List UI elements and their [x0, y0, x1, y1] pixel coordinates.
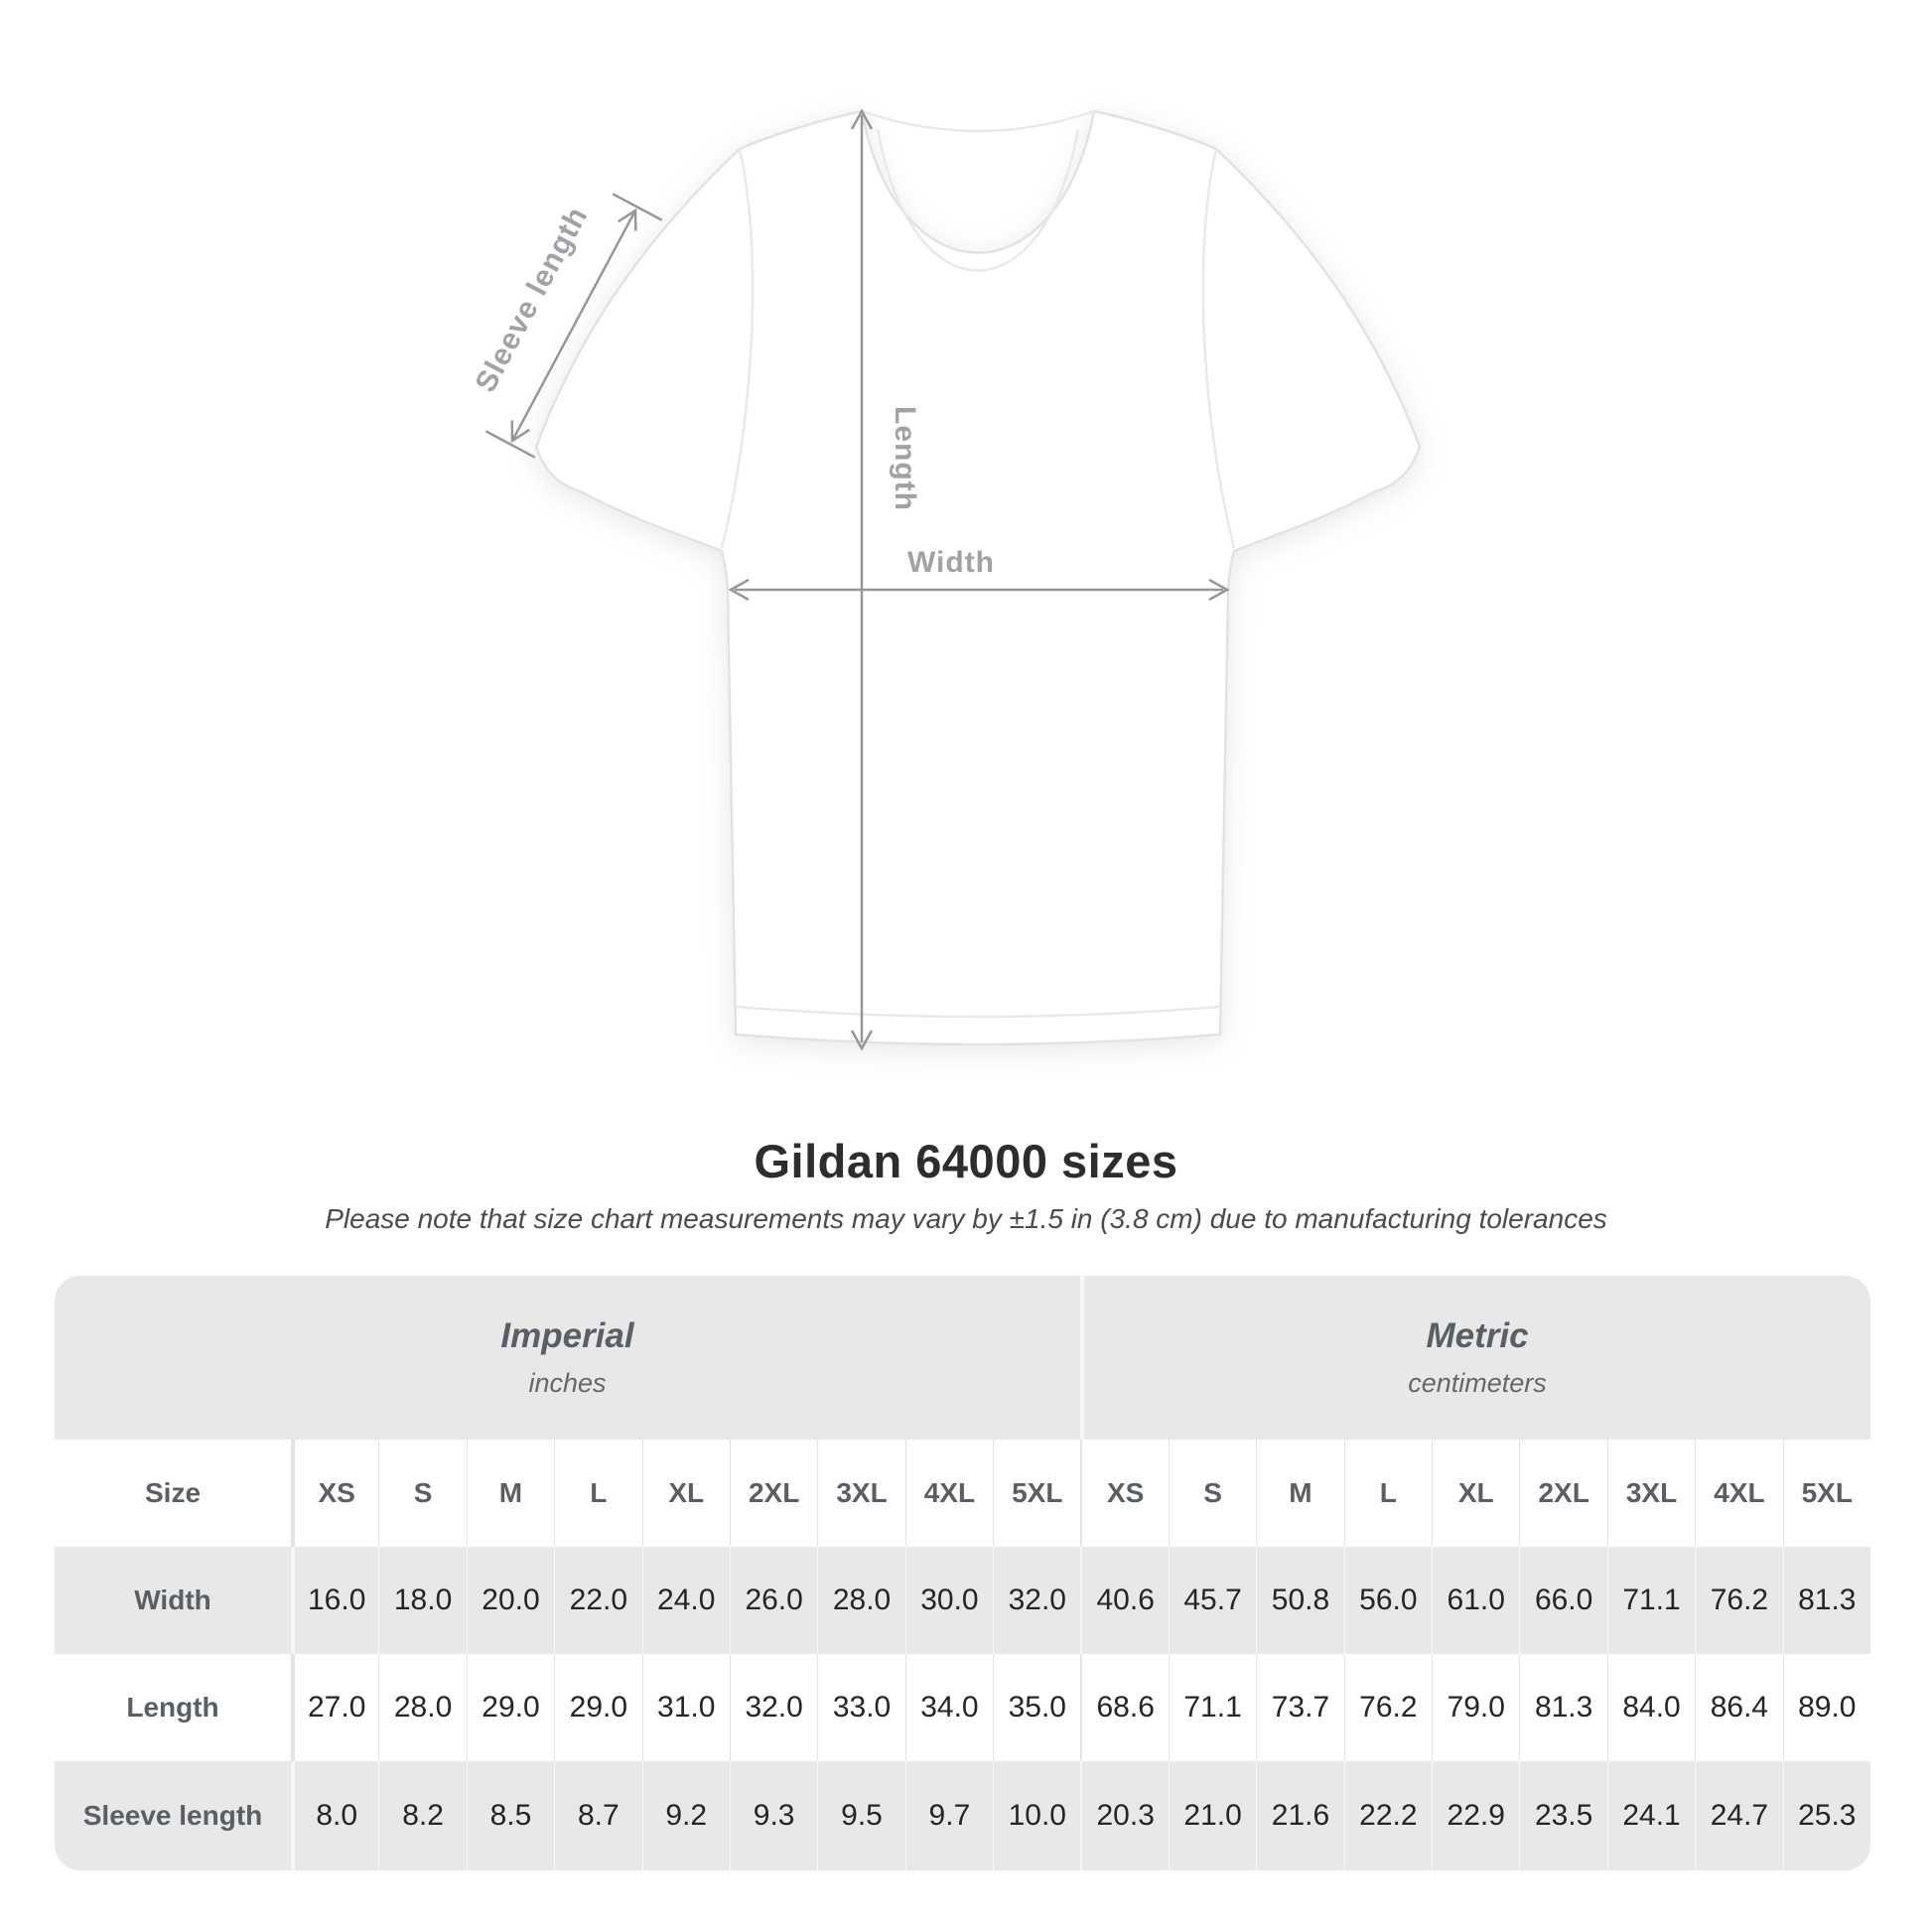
collar-back-edge [862, 111, 1094, 131]
table-cell: 56.0 [1344, 1547, 1432, 1654]
table-cell: 66.0 [1519, 1547, 1606, 1654]
table-cell: 24.0 [642, 1547, 730, 1654]
length-label: Length [889, 406, 921, 511]
row-label-width: Width [134, 1585, 211, 1615]
table-cell: 76.2 [1344, 1654, 1432, 1761]
imperial-unit: inches [528, 1368, 607, 1398]
table-cell: 89.0 [1783, 1654, 1870, 1761]
width-row [55, 1547, 1870, 1654]
size-header-row [55, 1440, 1870, 1547]
table-cell: 28.0 [378, 1654, 466, 1761]
table-cell: 22.2 [1344, 1761, 1432, 1870]
size-col-header-imperial-m: M [467, 1440, 554, 1547]
table-cell: 27.0 [291, 1654, 378, 1761]
table-cell: 28.0 [817, 1547, 904, 1654]
table-cell: 24.1 [1607, 1761, 1695, 1870]
table-cell: 8.5 [467, 1761, 554, 1870]
size-col-header-metric-xl: XL [1432, 1440, 1519, 1547]
size-col-header-imperial-5xl: 5XL [993, 1440, 1080, 1547]
table-cell: 22.9 [1432, 1761, 1519, 1870]
table-cell: 31.0 [642, 1654, 730, 1761]
table-cell: 68.6 [1080, 1654, 1168, 1761]
size-col-header-metric-l: L [1344, 1440, 1432, 1547]
width-label: Width [906, 546, 996, 579]
size-col-header-imperial-l: L [554, 1440, 641, 1547]
table-cell: 86.4 [1695, 1654, 1782, 1761]
table-cell: 71.1 [1169, 1654, 1256, 1761]
table-cell: 45.7 [1169, 1547, 1256, 1654]
size-col-header-metric-s: S [1169, 1440, 1256, 1547]
table-cell: 10.0 [993, 1761, 1080, 1870]
size-col-header-metric-5xl: 5XL [1783, 1440, 1870, 1547]
size-col-header-metric-m: M [1256, 1440, 1343, 1547]
table-cell: 81.3 [1783, 1547, 1870, 1654]
sleeve-length-label: Sleeve length [469, 201, 595, 398]
table-cell: 18.0 [378, 1547, 466, 1654]
table-cell: 9.3 [730, 1761, 817, 1870]
table-cell: 24.7 [1695, 1761, 1782, 1870]
table-cell: 40.6 [1080, 1547, 1168, 1654]
size-col-header-imperial-4xl: 4XL [905, 1440, 993, 1547]
table-cell: 71.1 [1607, 1547, 1695, 1654]
size-col-header-metric-3xl: 3XL [1607, 1440, 1695, 1547]
size-table [55, 1276, 1870, 1870]
metric-group-header [1080, 1276, 1870, 1440]
table-cell: 50.8 [1256, 1547, 1343, 1654]
sleeve-tick-bottom [485, 431, 534, 457]
table-cell: 9.7 [905, 1761, 993, 1870]
table-cell: 9.5 [817, 1761, 904, 1870]
table-cell: 22.0 [554, 1547, 641, 1654]
metric-label: Metric [1426, 1316, 1529, 1355]
size-col-header-imperial-xl: XL [642, 1440, 730, 1547]
page-title: Gildan 64000 sizes [754, 1135, 1178, 1187]
table-cell: 26.0 [730, 1547, 817, 1654]
table-cell: 79.0 [1432, 1654, 1519, 1761]
size-col-header-metric-4xl: 4XL [1695, 1440, 1782, 1547]
size-col-header-imperial-2xl: 2XL [730, 1440, 817, 1547]
sleeve-tick-top [613, 194, 661, 219]
unit-group-row [55, 1276, 1870, 1440]
metric-unit: centimeters [1408, 1368, 1547, 1398]
table-cell: 29.0 [467, 1654, 554, 1761]
length-row [55, 1654, 1870, 1761]
size-col-header-imperial-s: S [378, 1440, 466, 1547]
table-cell: 8.0 [291, 1761, 378, 1870]
table-cell: 20.3 [1080, 1761, 1168, 1870]
table-cell: 8.7 [554, 1761, 641, 1870]
table-cell: 35.0 [993, 1654, 1080, 1761]
sleeve-length-row [55, 1761, 1870, 1870]
table-cell: 32.0 [730, 1654, 817, 1761]
size-col-header-imperial-3xl: 3XL [817, 1440, 904, 1547]
size-col-header-metric-2xl: 2XL [1519, 1440, 1606, 1547]
table-cell: 32.0 [993, 1547, 1080, 1654]
imperial-group-header [55, 1276, 1080, 1440]
table-cell: 61.0 [1432, 1547, 1519, 1654]
row-label-length: Length [126, 1692, 219, 1723]
table-cell: 21.6 [1256, 1761, 1343, 1870]
table-cell: 76.2 [1695, 1547, 1782, 1654]
page-subtitle: Please note that size chart measurements may vary by ±1.5 in (3.8 cm) due to manufacturing tolerances [325, 1203, 1607, 1234]
table-cell: 9.2 [642, 1761, 730, 1870]
table-cell: 8.2 [378, 1761, 466, 1870]
row-label-sleeve-length: Sleeve length [82, 1800, 263, 1831]
table-cell: 16.0 [291, 1547, 378, 1654]
imperial-label: Imperial [500, 1316, 634, 1355]
size-col-header-metric-xs: XS [1080, 1440, 1168, 1547]
table-cell: 73.7 [1256, 1654, 1343, 1761]
size-corner-label: Size [144, 1477, 202, 1508]
table-cell: 29.0 [554, 1654, 641, 1761]
table-cell: 25.3 [1783, 1761, 1870, 1870]
table-cell: 20.0 [467, 1547, 554, 1654]
table-cell: 81.3 [1519, 1654, 1606, 1761]
size-col-header-imperial-xs: XS [291, 1440, 378, 1547]
table-cell: 33.0 [817, 1654, 904, 1761]
table-cell: 84.0 [1607, 1654, 1695, 1761]
table-cell: 23.5 [1519, 1761, 1606, 1870]
table-cell: 30.0 [905, 1547, 993, 1654]
table-cell: 21.0 [1169, 1761, 1256, 1870]
table-cell: 34.0 [905, 1654, 993, 1761]
